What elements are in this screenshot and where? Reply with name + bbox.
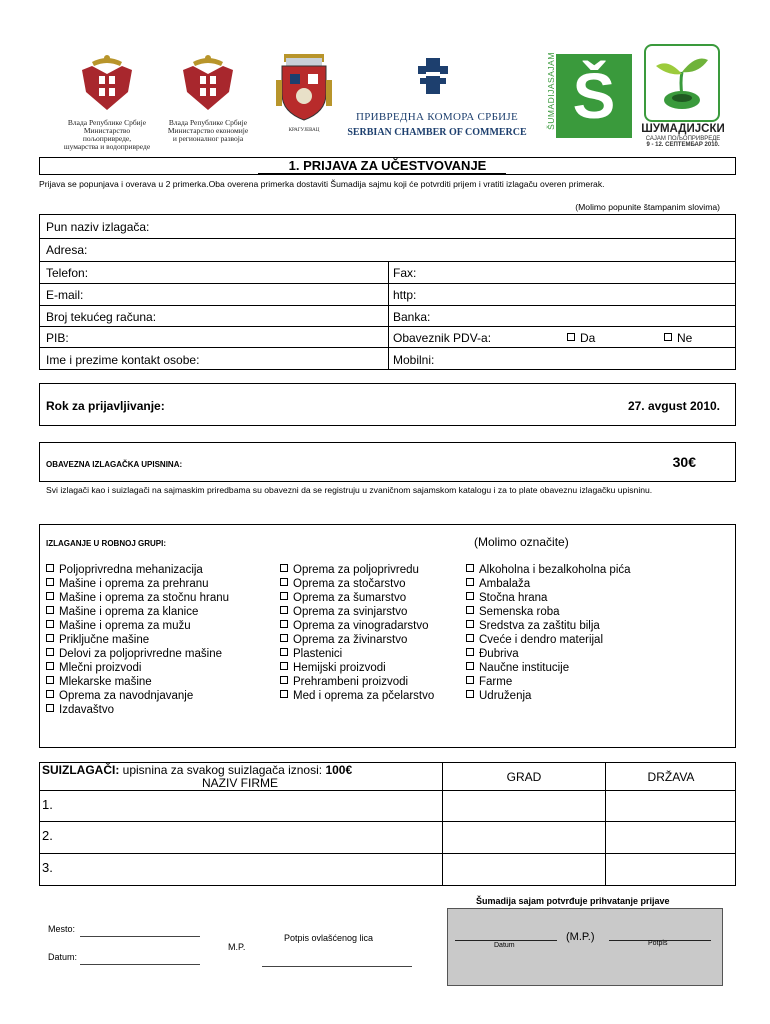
product-group-option[interactable] — [46, 633, 229, 647]
checkbox-icon — [46, 578, 54, 586]
page-title: 1. PRIJAVA ZA UČESTVOVANJE — [288, 158, 487, 173]
coexhibitor-row-2[interactable]: 2. — [42, 828, 53, 843]
print-note: (Molimo popunite štampanim slovima) — [575, 202, 720, 212]
checkbox-icon — [466, 634, 474, 642]
product-group-option[interactable] — [46, 689, 229, 703]
product-group-option[interactable] — [466, 605, 631, 619]
product-group-label: Oprema za navodnjavanje — [59, 690, 194, 702]
product-group-label: Sredstva za zaštitu bilja — [479, 620, 600, 632]
fair-dates: 9 - 12. СЕПТЕМБАР 2010. — [646, 142, 720, 148]
product-group-label: Oprema za svinjarstvo — [293, 606, 408, 618]
signature-label: Potpis ovlašćenog lica — [284, 933, 374, 943]
address-field[interactable]: Adresa: — [46, 243, 88, 257]
stamp-label: M.P. — [228, 942, 246, 952]
checkbox-icon — [567, 333, 575, 341]
vat-no-label: Ne — [677, 331, 693, 345]
checkbox-icon — [466, 606, 474, 614]
product-group-label: Oprema za stočarstvo — [293, 578, 406, 590]
coexhibitors-fee-amount: 100€ — [325, 763, 353, 777]
product-group-label: Cveće i dendro materijal — [479, 634, 604, 646]
checkbox-icon — [46, 606, 54, 614]
product-group-option[interactable] — [46, 577, 229, 591]
chamber-emblem-icon — [342, 58, 532, 104]
contact-person-field[interactable]: Ime i prezime kontakt osobe: — [46, 353, 200, 367]
product-group-option[interactable] — [46, 661, 229, 675]
confirm-sign-label: Potpis — [648, 940, 668, 947]
checkbox-icon — [466, 662, 474, 670]
product-group-option[interactable] — [46, 619, 229, 633]
product-group-label: Mašine i oprema za klanice — [59, 606, 199, 618]
confirmation-box — [447, 908, 723, 986]
product-group-label: Oprema za šumarstvo — [293, 592, 407, 604]
vat-yes-checkbox[interactable] — [567, 331, 595, 345]
coexhibitors-fee-text: upisnina za svakog suizlagača iznosi: — [119, 763, 326, 777]
checkbox-icon — [46, 634, 54, 642]
account-field[interactable]: Broj tekućeg računa: — [46, 310, 157, 324]
logo-sumadija-sajam — [536, 48, 632, 144]
product-group-label: Oprema za poljoprivredu — [293, 564, 419, 576]
logo3-caption: КРАГУЈЕВАЦ — [288, 128, 320, 133]
row-divider — [39, 790, 736, 791]
checkbox-icon — [280, 606, 288, 614]
fee-note: Svi izlagači kao i suizlagači na sajmaskim priredbama su obavezni da se registruju u zvaničnom sajamskom katalogu i za to plate obaveznu izlagačku upisninu. — [46, 485, 653, 495]
date-input-line[interactable] — [80, 964, 200, 965]
confirm-date-line[interactable] — [455, 940, 557, 941]
confirmation-title: Šumadija sajam potvrđuje prihvatanje prijave — [476, 896, 670, 906]
product-group-option[interactable] — [466, 577, 631, 591]
product-group-option[interactable] — [280, 647, 434, 661]
col-header-country: DRŽAVA — [647, 770, 695, 784]
col-header-company: NAZIV FIRME — [201, 776, 278, 790]
fee-amount: 30€ — [672, 454, 696, 470]
checkbox-icon — [466, 648, 474, 656]
product-group-option[interactable] — [280, 661, 434, 675]
row-divider — [39, 853, 736, 854]
fair-logo-frame — [644, 44, 720, 122]
fee-label: OBAVEZNA IZLAGAČKA UPISNINA: — [46, 460, 183, 469]
product-group-option[interactable] — [466, 619, 631, 633]
product-group-option[interactable] — [280, 591, 434, 605]
product-group-label: Mlečni proizvodi — [59, 662, 142, 674]
checkbox-icon — [280, 620, 288, 628]
signature-input-line[interactable] — [262, 966, 412, 967]
product-group-option[interactable] — [466, 689, 631, 703]
checkbox-icon — [46, 592, 54, 600]
coexhibitor-row-1[interactable]: 1. — [42, 797, 53, 812]
email-field[interactable]: E-mail: — [46, 288, 84, 302]
logo2-caption: Влада Републике Србије Министарство економије и регионалног развоја — [167, 118, 249, 143]
product-group-label: Mašine i oprema za prehranu — [59, 578, 209, 590]
checkbox-icon — [280, 634, 288, 642]
checkbox-icon — [466, 620, 474, 628]
checkbox-icon — [46, 620, 54, 628]
coexhibitors-label — [42, 763, 442, 777]
checkbox-icon — [46, 676, 54, 684]
checkbox-icon — [280, 690, 288, 698]
bank-field[interactable]: Banka: — [393, 310, 431, 324]
product-group-label: Prehrambeni proizvodi — [293, 676, 409, 688]
product-group-option[interactable] — [280, 689, 434, 703]
product-group-label: Med i oprema za pčelarstvo — [293, 690, 435, 702]
product-group-label: Ambalaža — [479, 578, 531, 590]
product-group-label: Mašine i oprema za mužu — [59, 620, 191, 632]
seedling-icon — [646, 46, 718, 120]
product-group-label: Naučne institucije — [479, 662, 570, 674]
product-group-label: Mašine i oprema za stočnu hranu — [59, 592, 230, 604]
vat-yes-label: Da — [580, 331, 596, 345]
checkbox-icon — [46, 648, 54, 656]
checkbox-icon — [466, 578, 474, 586]
deadline-date: 27. avgust 2010. — [627, 399, 720, 413]
fair-title: ШУМАДИЈСКИ — [641, 123, 725, 135]
confirm-stamp-label: (M.P.) — [566, 931, 595, 943]
logo1-caption: Влада Републике Србије Министарство пољопривреде, шумарства и водопривреде — [63, 118, 151, 151]
product-group-label: Delovi za poljoprivredne mašine — [59, 648, 222, 660]
checkbox-icon — [280, 578, 288, 586]
product-group-option[interactable] — [466, 633, 631, 647]
product-group-label: Alkoholna i bezalkoholna pića — [479, 564, 631, 576]
logo-agriculture-fair — [640, 42, 726, 148]
sajam-vertical-text: ŠUMADIJASAJAM — [546, 52, 556, 130]
product-group-label: Đubriva — [479, 648, 519, 660]
checkbox-icon — [280, 564, 288, 572]
place-label: Mesto: — [48, 924, 76, 934]
checkbox-icon — [466, 690, 474, 698]
product-group-option[interactable] — [46, 647, 229, 661]
mobile-field[interactable]: Mobilni: — [393, 353, 435, 367]
product-group-label: Udruženja — [479, 690, 532, 702]
product-group-label: Stočna hrana — [479, 592, 548, 604]
sajam-letter: Š — [572, 60, 616, 132]
product-group-option[interactable] — [466, 563, 631, 577]
pib-field[interactable]: PIB: — [46, 331, 69, 345]
intro-text: Prijava se popunjava i overava u 2 primerka.Oba overena primerka dostaviti Šumadija sajmu koji će potvrditi prijem i vratiti izlagaču overen primerak. — [39, 179, 605, 189]
product-group-label: Priključne mašine — [59, 634, 150, 646]
checkbox-icon — [466, 676, 474, 684]
product-group-option[interactable] — [280, 633, 434, 647]
coat-of-arms-icon — [160, 52, 256, 114]
product-group-label: Farme — [479, 676, 513, 688]
product-group-label: Oprema za živinarstvo — [293, 634, 408, 646]
logo-ministry-economy — [160, 52, 256, 143]
checkbox-icon — [46, 690, 54, 698]
product-group-option[interactable] — [280, 577, 434, 591]
checkbox-icon — [664, 333, 672, 341]
row-divider — [39, 238, 736, 239]
product-group-label: Poljoprivredna mehanizacija — [59, 564, 203, 576]
product-column-1 — [46, 563, 229, 717]
product-group-option[interactable] — [280, 619, 434, 633]
logo-city-kragujevac — [272, 50, 336, 140]
product-group-option[interactable] — [46, 563, 229, 577]
checkbox-icon — [280, 648, 288, 656]
chamber-name-english: SERBIAN CHAMBER OF COMMERCE — [347, 127, 527, 138]
product-group-option[interactable] — [466, 591, 631, 605]
product-group-option[interactable] — [466, 675, 631, 689]
checkbox-icon — [46, 564, 54, 572]
product-group-option[interactable] — [466, 647, 631, 661]
groups-hint: (Molimo označite) — [474, 535, 569, 549]
checkbox-icon — [46, 662, 54, 670]
product-group-option[interactable] — [280, 675, 434, 689]
product-group-option[interactable] — [46, 591, 229, 605]
product-group-option[interactable] — [46, 675, 229, 689]
checkbox-icon — [466, 564, 474, 572]
row-divider — [39, 821, 736, 822]
product-group-label: Izdavaštvo — [59, 704, 114, 716]
checkbox-icon — [280, 662, 288, 670]
sajam-logo-square — [556, 54, 632, 138]
product-column-3 — [466, 563, 631, 703]
deadline-label: Rok za prijavljivanje: — [46, 399, 165, 413]
product-group-option[interactable] — [46, 703, 229, 717]
checkbox-icon — [280, 592, 288, 600]
vat-label: Obaveznik PDV-a: — [393, 331, 492, 345]
phone-field[interactable]: Telefon: — [46, 266, 89, 280]
full-name-field[interactable]: Pun naziv izlagača: — [46, 220, 150, 234]
date-label: Datum: — [48, 952, 78, 962]
checkbox-icon — [466, 592, 474, 600]
product-group-label: Mlekarske mašine — [59, 676, 152, 688]
col-header-city: GRAD — [506, 770, 542, 784]
product-group-label: Plastenici — [293, 648, 343, 660]
fax-field[interactable]: Fax: — [393, 266, 417, 280]
checkbox-icon — [280, 676, 288, 684]
vat-no-checkbox[interactable] — [664, 331, 692, 345]
coexhibitor-row-3[interactable]: 3. — [42, 860, 53, 875]
groups-label: IZLAGANJE U ROBNOJ GRUPI: — [46, 539, 167, 548]
product-group-label: Hemijski proizvodi — [293, 662, 386, 674]
column-divider — [388, 261, 389, 370]
coat-of-arms-icon — [62, 52, 152, 114]
title-underline — [258, 173, 506, 174]
product-group-label: Oprema za vinogradarstvo — [293, 620, 429, 632]
product-group-option[interactable] — [280, 605, 434, 619]
confirm-date-label: Datum — [494, 942, 515, 949]
city-crest-icon — [272, 50, 336, 122]
logo-ministry-agriculture — [62, 52, 152, 151]
logo-chamber-of-commerce — [342, 58, 532, 138]
product-group-option[interactable] — [46, 605, 229, 619]
product-column-2 — [280, 563, 434, 703]
checkbox-icon — [46, 704, 54, 712]
coexhibitors-heading: SUIZLAGAČI: — [42, 763, 120, 777]
product-group-label: Semenska roba — [479, 606, 560, 618]
place-input-line[interactable] — [80, 936, 200, 937]
product-group-option[interactable] — [466, 661, 631, 675]
fair-subtitle: САЈАМ ПОЉОПРИВРЕДЕ — [645, 136, 721, 142]
chamber-name-cyrillic: ПРИВРЕДНА КОМОРА СРБИЈЕ — [355, 111, 519, 123]
http-field[interactable]: http: — [393, 288, 417, 302]
product-group-option[interactable] — [280, 563, 434, 577]
